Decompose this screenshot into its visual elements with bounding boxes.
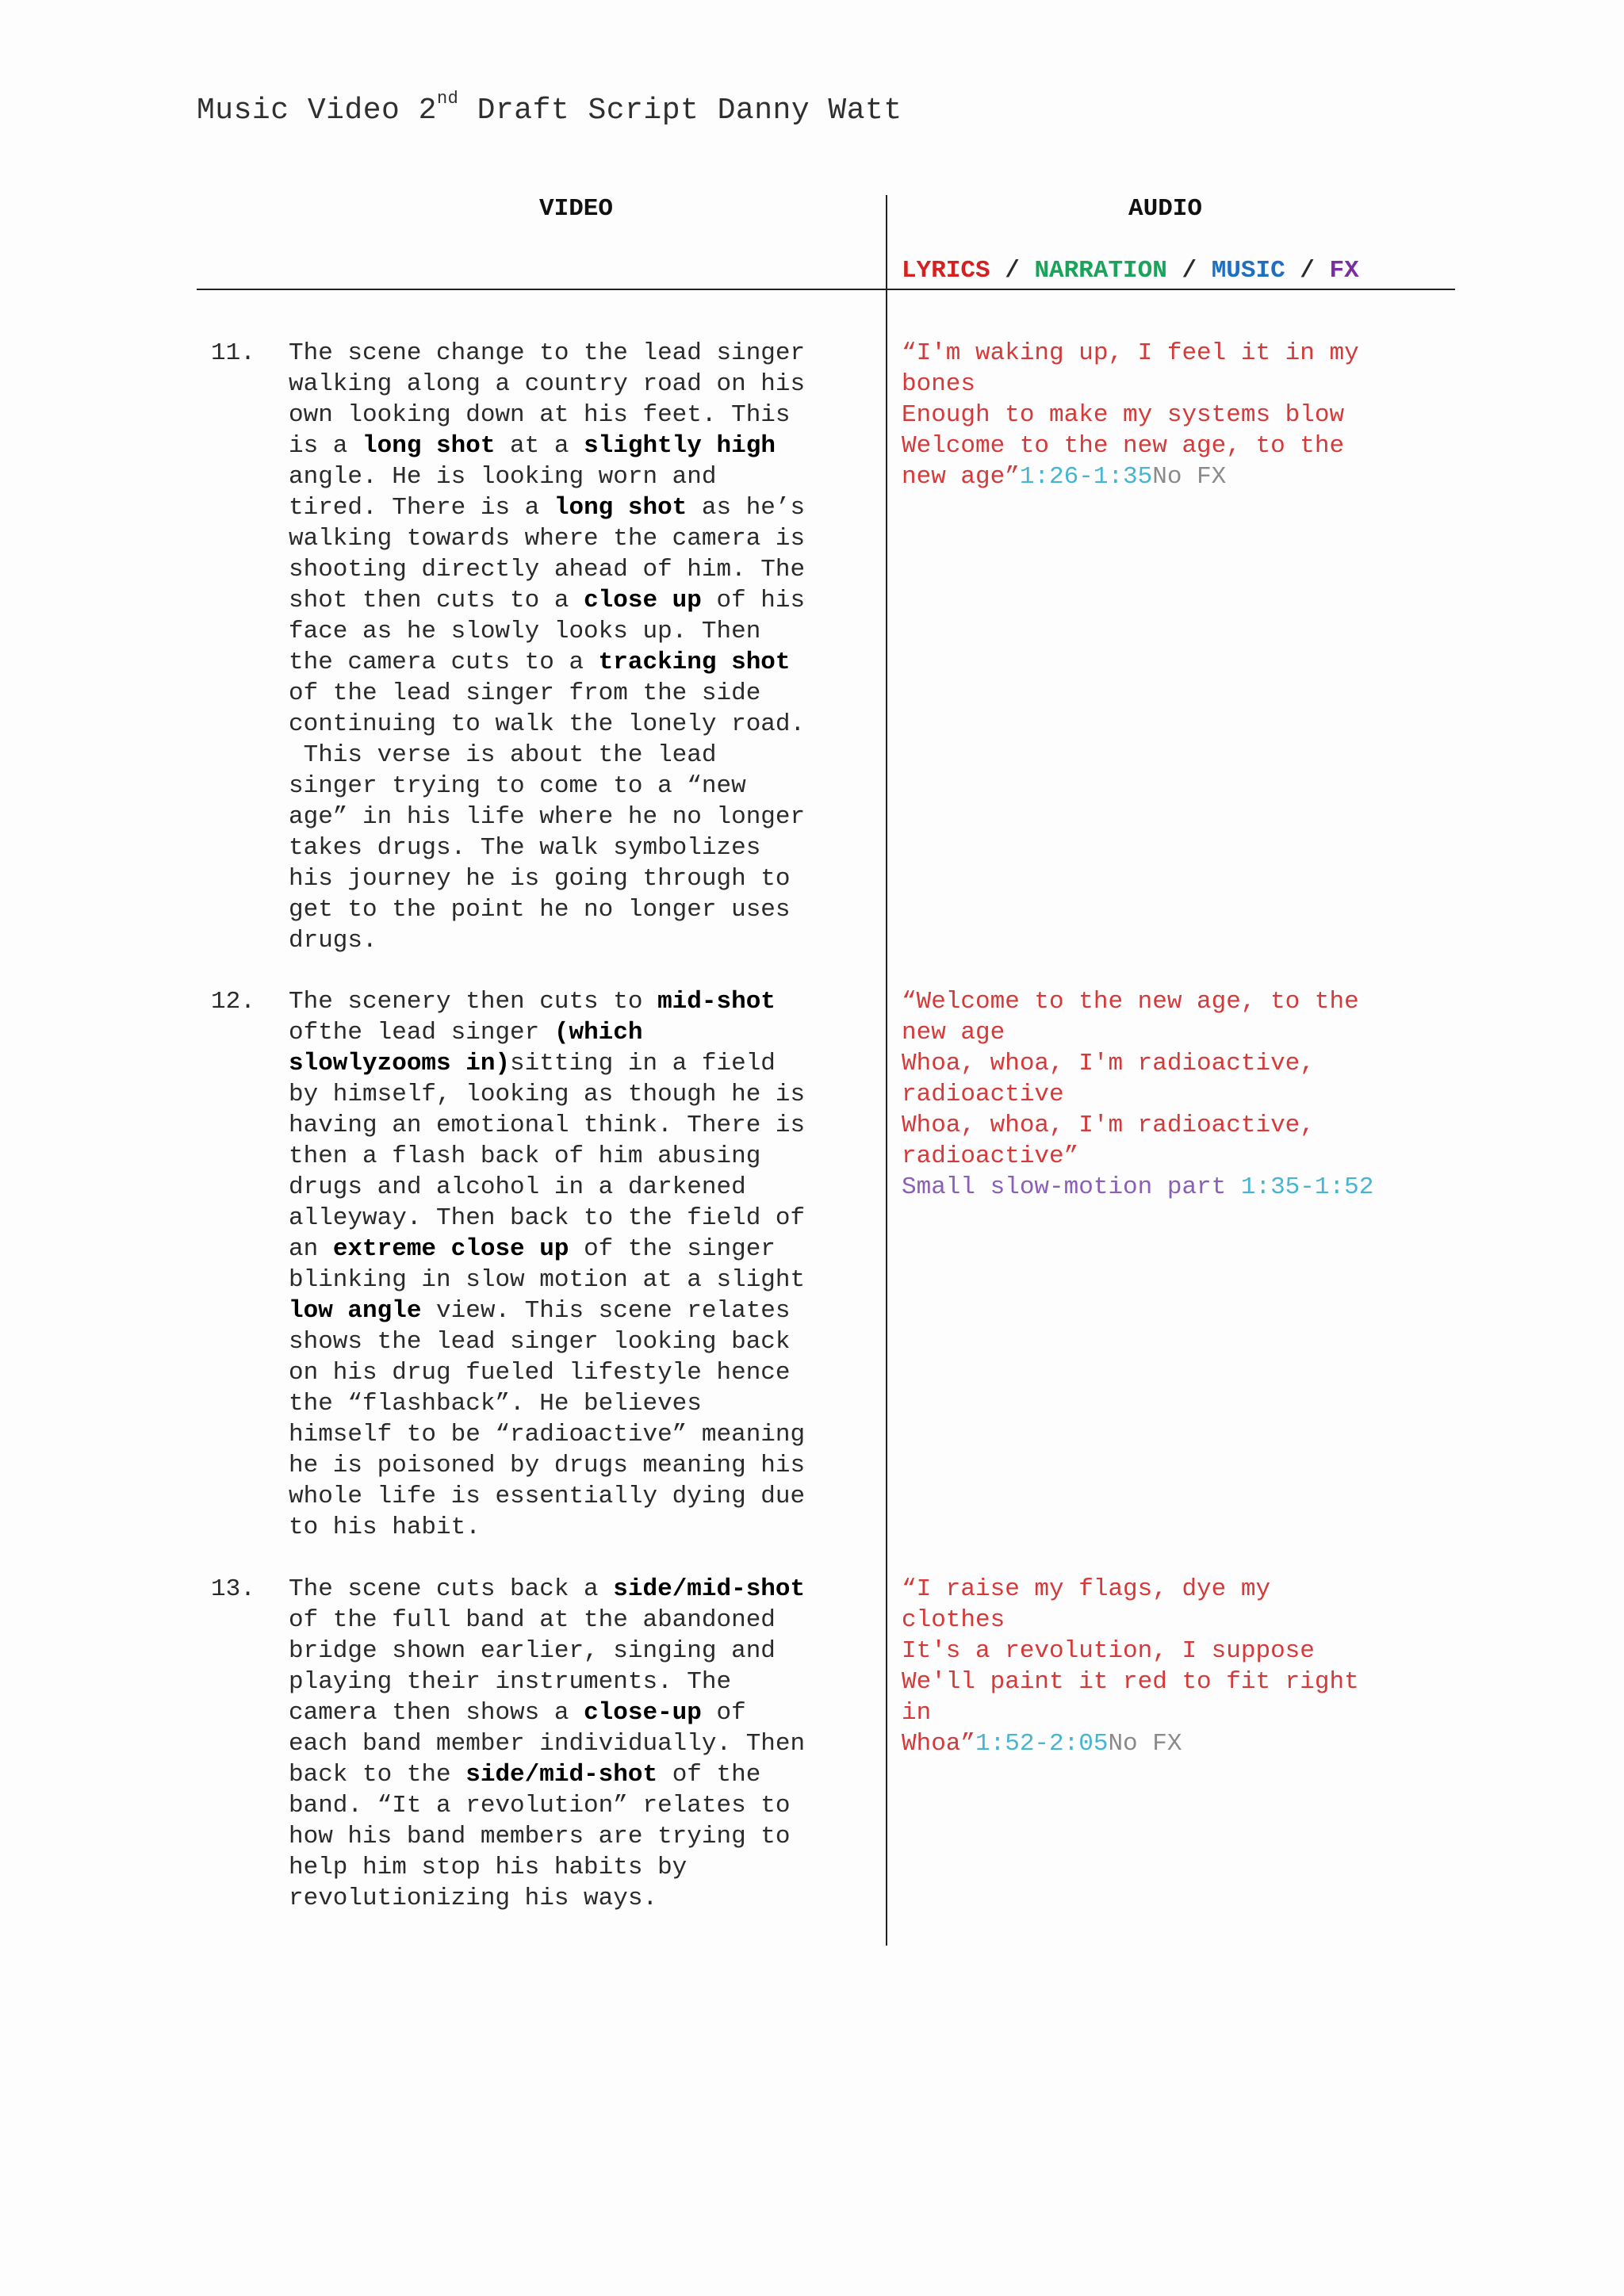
emphasized-term: side/mid-shot [465, 1761, 658, 1789]
text-segment: of the lead singer from the side continuing to walk the lonely road. This verse is about the lead singer trying to come to a “new age” in his life where he no longer takes drugs. The walk symbolizes his journey he is going through to get to the point he no longer uses drugs. [289, 679, 806, 955]
text-segment: No FX [1152, 463, 1227, 491]
text-segment: The scene change to the lead singer walking along a country road on his own looking down at his feet. This is a [289, 339, 806, 460]
legend-separator: / [1166, 257, 1212, 285]
page-title [197, 89, 902, 128]
legend-narration: NARRATION [1034, 257, 1167, 285]
text-segment: No FX [1108, 1730, 1182, 1758]
scene-audio-description [902, 338, 1449, 492]
title-text-rest: Draft Script Danny Watt [458, 94, 902, 128]
emphasized-term: extreme close up [332, 1235, 569, 1263]
scene-number: 11. [211, 339, 255, 367]
title-text: Music Video 2 [197, 94, 437, 128]
legend-separator: / [1285, 257, 1330, 285]
emphasized-term: close up [584, 587, 702, 614]
text-segment: The scenery then cuts to [289, 988, 658, 1016]
text-segment: The scene cuts back a [289, 1575, 614, 1603]
text-segment: of the band. “It a revolution” relates to how his band members are trying to help him stop his habits by revolutionizing his ways. [289, 1761, 791, 1912]
scene-video-description [289, 986, 899, 1543]
scene-audio-description [902, 986, 1449, 1203]
legend-separator: / [990, 257, 1035, 285]
text-segment: ofthe lead singer [289, 1019, 540, 1047]
title-superscript: nd [436, 89, 459, 109]
scene-audio-description [902, 1574, 1449, 1759]
emphasized-term: mid-shot [657, 988, 776, 1016]
text-segment: of the full band at the abandoned bridge shown earlier, singing and playing their instruments. The camera then shows a [289, 1606, 776, 1727]
text-segment: “I'm waking up, I feel it in my bones Enough to make my systems blow Welcome to the new age, to the new age” [902, 339, 1359, 491]
legend-fx: FX [1329, 257, 1359, 285]
emphasized-term: long shot [362, 432, 496, 460]
text-segment: at a [495, 432, 584, 460]
scene-number: 13. [211, 1575, 255, 1603]
text-segment: 1:52-2:05 [975, 1730, 1109, 1758]
text-segment: as he’s walking towards where the camera is shooting directly ahead of him. The shot then cuts to a [289, 494, 806, 614]
emphasized-term: side/mid-shot [613, 1575, 806, 1603]
header-divider [197, 289, 1455, 290]
text-segment: of his face as he slowly looks up. Then the camera cuts to a [289, 587, 806, 676]
text-segment: view. This scene relates shows the lead singer looking back on his drug fueled lifestyle hence the “flashback”. He believes himself to be “radioactive” meaning he is poisoned by drugs meaning his whole life is essentially dying due to his habit. [289, 1297, 806, 1541]
legend-music: MUSIC [1211, 257, 1285, 285]
audio-legend [902, 257, 1359, 285]
legend-lyrics: LYRICS [902, 257, 990, 285]
text-segment: “Welcome to the new age, to the new age Whoa, whoa, I'm radioactive, radioactive Whoa, whoa, I'm radioactive, radioactive” [902, 988, 1359, 1170]
video-column-header: VIDEO [539, 195, 614, 223]
audio-column-header: AUDIO [1128, 195, 1203, 223]
text-segment: sitting in a field by himself, looking as though he is having an emotional think. There is then a flash back of him abusing drugs and alcohol in a darkened alleyway. Then back to the field of an [289, 1050, 806, 1263]
emphasized-term: long shot [553, 494, 688, 522]
emphasized-term: close-up [584, 1699, 702, 1727]
scene-video-description [289, 338, 899, 956]
text-segment: of each band member individually. Then back to the [289, 1699, 806, 1789]
emphasized-term: slightly high [584, 432, 776, 460]
text-segment: angle. He is looking worn and tired. There is a [289, 463, 717, 522]
text-segment: “I raise my flags, dye my clothes It's a revolution, I suppose We'll paint it red to fit right in Whoa” [902, 1575, 1359, 1758]
emphasized-term: low angle [289, 1297, 422, 1325]
text-segment: of the singer blinking in slow motion at a slight [289, 1235, 806, 1294]
emphasized-term: (which slowlyzooms in) [289, 1019, 643, 1077]
scene-video-description [289, 1574, 899, 1914]
text-segment: Small slow-motion part [902, 1173, 1241, 1201]
emphasized-term: tracking shot [598, 649, 791, 676]
text-segment: 1:26-1:35 [1019, 463, 1153, 491]
scene-number: 12. [211, 988, 255, 1016]
text-segment: 1:35-1:52 [1240, 1173, 1374, 1201]
